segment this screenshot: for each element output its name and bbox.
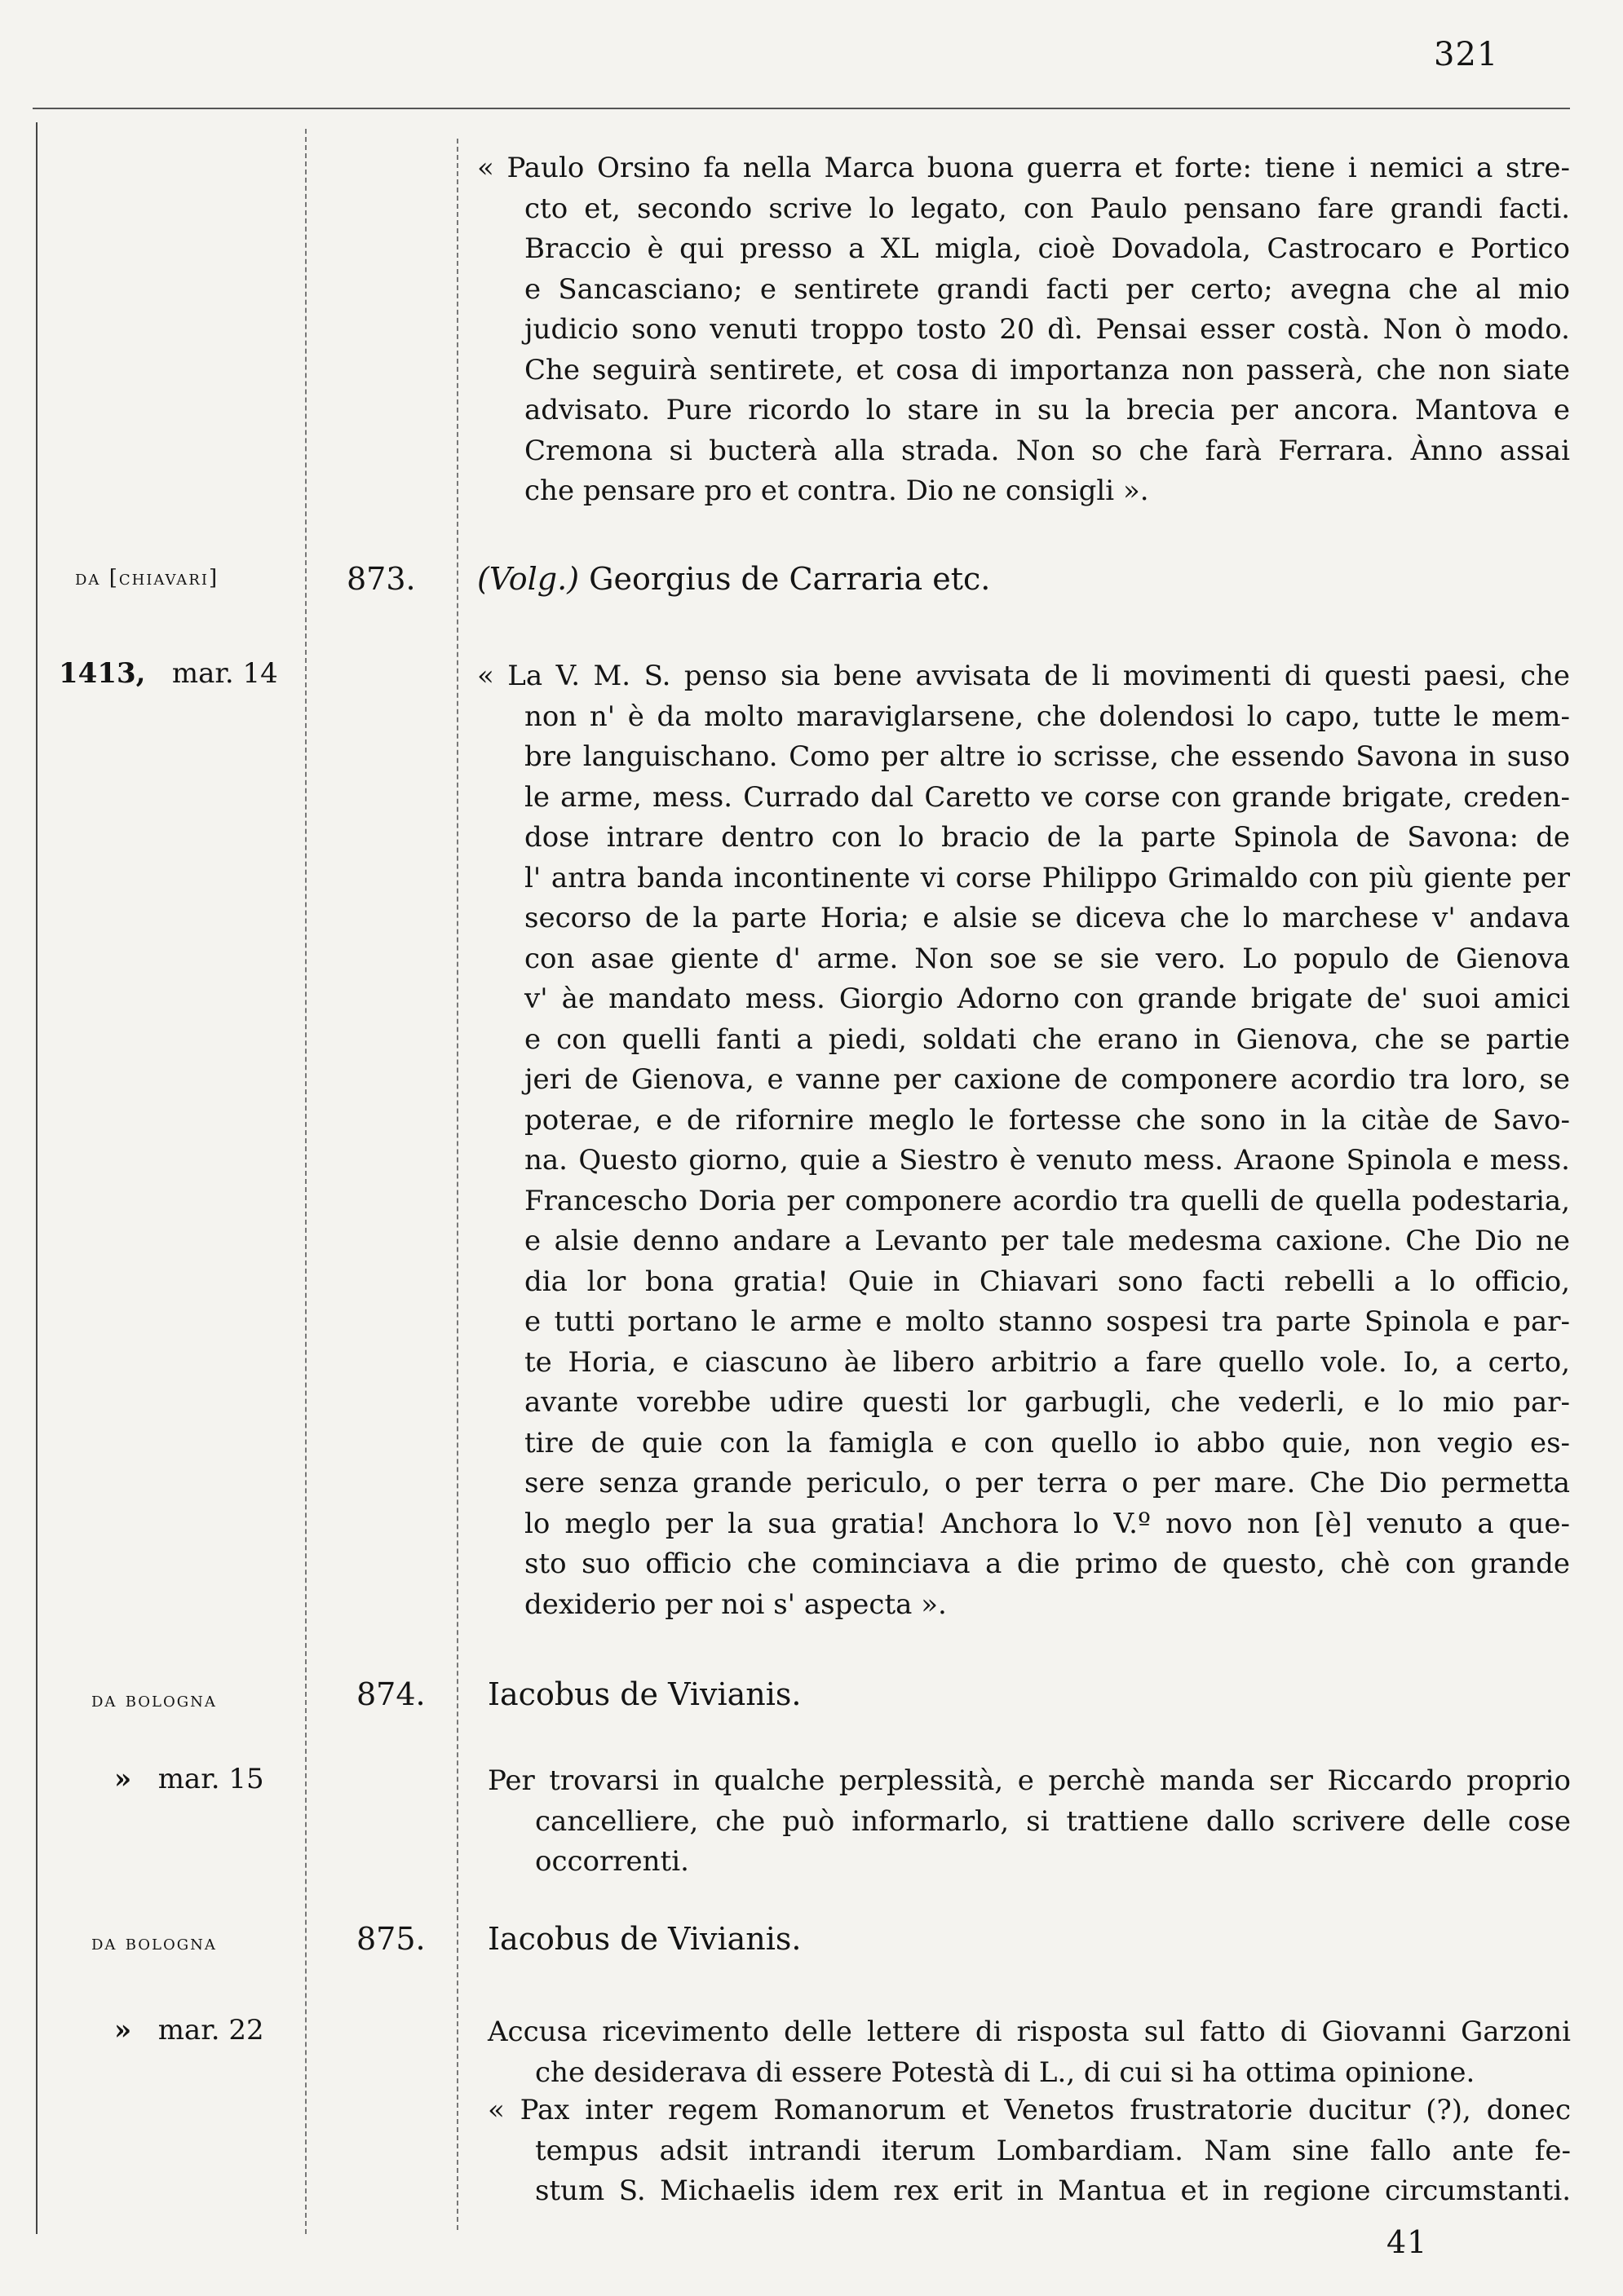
entry-875-quote <box>488 2091 1571 2212</box>
text-line: e Sancasciano; e sentirete grandi facti per certo; avegna che al mio <box>524 272 1570 306</box>
entry-875-date <box>114 2014 264 2047</box>
text-line: « La V. M. S. penso sia bene avvisata de li movimenti di questi paesi, che <box>477 660 1570 692</box>
entry-875-heading: Iacobus de Vivianis. <box>488 1921 802 1957</box>
text-line: Cremona si bucterà alla strada. Non so che farà Ferrara. Ànno assai <box>524 434 1570 467</box>
text-line: « Paulo Orsino fa nella Marca buona guerra et forte: tiene i nemici a stre- <box>477 152 1570 184</box>
column-divider-place <box>305 129 307 2234</box>
text-line: occorrenti. <box>535 1845 689 1878</box>
text-line: secorso de la parte Horia; e alsie se diceva che lo marchese v' andava <box>524 902 1570 934</box>
entry-875-place: da bologna <box>91 1931 217 1955</box>
entry-874-body <box>488 1761 1571 1883</box>
text-line: « Pax inter regem Romanorum et Venetos frustratorie ducitur (?), donec <box>488 2094 1571 2126</box>
text-line: tire de quie con la famigla e con quello io abbo quie, non vegio es- <box>524 1426 1570 1459</box>
text-line: che desiderava di essere Potestà di L., di cui si ha ottima opinione. <box>535 2055 1475 2089</box>
text-line: dia lor bona gratia! Quie in Chiavari sono facti rebelli a lo officio, <box>524 1265 1570 1298</box>
text-line: sere senza grande periculo, o per terra o per mare. Che Dio permetta <box>524 1467 1570 1499</box>
entry-873-date <box>59 657 278 690</box>
text-line: che pensare pro et contra. Dio ne consigli ». <box>524 475 1149 507</box>
text-line: jeri de Gienova, e vanne per caxione de componere acordio tra loro, se <box>524 1063 1570 1096</box>
text-line: con asae giente d' arme. Non soe se sie vero. Lo populo de Gienova <box>524 942 1570 975</box>
text-line: na. Questo giorno, quie a Siestro è venuto mess. Araone Spinola e mess. <box>524 1144 1570 1177</box>
entry-873-number: 873. <box>347 561 416 597</box>
text-line: lo meglo per la sua gratia! Anchora lo V.º novo non [è] venuto a que- <box>524 1507 1570 1540</box>
text-line: v' àe mandato mess. Giorgio Adorno con grande brigate de' suoi amici <box>524 982 1570 1015</box>
text-line: cto et, secondo scrive lo legato, con Paulo pensano fare grandi facti. <box>524 192 1570 225</box>
date-day: mar. 22 <box>157 2014 264 2047</box>
header-rule <box>33 108 1570 109</box>
heading-volg-label: (Volg.) <box>477 561 580 597</box>
entry-873-place: da [chiavari] <box>75 566 219 590</box>
text-line: cancelliere, che può informarlo, si trattiene dallo scrivere delle cose <box>535 1804 1571 1838</box>
text-line: non n' è da molto maraviglarsene, che dolendosi lo capo, tutte le mem- <box>524 700 1570 733</box>
date-year: 1413, <box>59 657 146 690</box>
text-line: avante vorebbe udire questi lor garbugli, che vederli, e lo mio par- <box>524 1386 1570 1419</box>
text-line: Francescho Doria per componere acordio tra quelli de quella podestaria, <box>524 1184 1570 1217</box>
date-day: mar. 14 <box>171 657 278 690</box>
entry-873-heading <box>477 561 990 597</box>
text-line: judicio sono venuti troppo tosto 20 dì. Pensai esser costà. Non ò modo. <box>524 313 1570 346</box>
text-line: tempus adsit intrandi iterum Lombardiam. Nam sine fallo ante fe- <box>535 2134 1571 2167</box>
text-line: Braccio è qui presso a XL migla, cioè Dovadola, Castrocaro e Portico <box>524 232 1570 265</box>
text-line: Per trovarsi in qualche perplessità, e perchè manda ser Riccardo proprio <box>488 1764 1571 1797</box>
text-line: l' antra banda incontinente vi corse Philippo Grimaldo con più giente per <box>524 861 1570 894</box>
text-line: bre languischano. Como per altre io scrisse, che essendo Savona in suso <box>524 740 1570 773</box>
left-border-line <box>36 122 38 2234</box>
signature-mark: 41 <box>1386 2224 1428 2260</box>
entry-875-summary <box>488 2012 1571 2093</box>
entry-874-place: da bologna <box>91 1688 217 1712</box>
column-divider-number <box>457 139 458 2230</box>
date-ditto-mark: » <box>114 2014 132 2047</box>
date-ditto-mark: » <box>114 1763 132 1795</box>
text-line: e tutti portano le arme e molto stanno sospesi tra parte Spinola e par- <box>524 1305 1570 1338</box>
text-line: advisato. Pure ricordo lo stare in su la brecia per ancora. Mantova e <box>524 394 1570 426</box>
page-number: 321 <box>1434 36 1499 73</box>
text-line: te Horia, e ciascuno àe libero arbitrio a fare quello vole. Io, a certo, <box>524 1345 1570 1379</box>
entry-874-date <box>114 1763 264 1795</box>
entry-874-number: 874. <box>356 1676 426 1712</box>
text-line: le arme, mess. Currado dal Caretto ve corse con grande brigate, creden- <box>524 780 1570 814</box>
heading-author: Georgius de Carraria etc. <box>589 561 991 597</box>
text-line: dexiderio per noi s' aspecta ». <box>524 1587 947 1621</box>
text-line: Che seguirà sentirete, et cosa di importanza non passerà, che non siate <box>524 353 1570 386</box>
date-day: mar. 15 <box>157 1763 264 1795</box>
text-line: sto suo officio che cominciava a die primo de questo, chè con grande <box>524 1548 1570 1580</box>
text-line: dose intrare dentro con lo bracio de la parte Spinola de Savona: de <box>524 821 1570 854</box>
text-line: e con quelli fanti a piedi, soldati che erano in Gienova, che se partie <box>524 1022 1570 1056</box>
entry-873-body <box>477 656 1570 1625</box>
text-line: Accusa ricevimento delle lettere di risposta sul fatto di Giovanni Garzoni <box>488 2016 1571 2048</box>
continuation-paragraph <box>477 148 1570 512</box>
text-line: stum S. Michaelis idem rex erit in Mantua et in regione circumstanti. <box>535 2175 1571 2207</box>
entry-875-number: 875. <box>356 1921 426 1957</box>
text-line: e alsie denno andare a Levanto per tale medesma caxione. Che Dio ne <box>524 1225 1570 1257</box>
text-line: poterae, e de rifornire meglo le fortesse che sono in la citàe de Savo- <box>524 1103 1570 1137</box>
entry-874-heading: Iacobus de Vivianis. <box>488 1676 802 1712</box>
